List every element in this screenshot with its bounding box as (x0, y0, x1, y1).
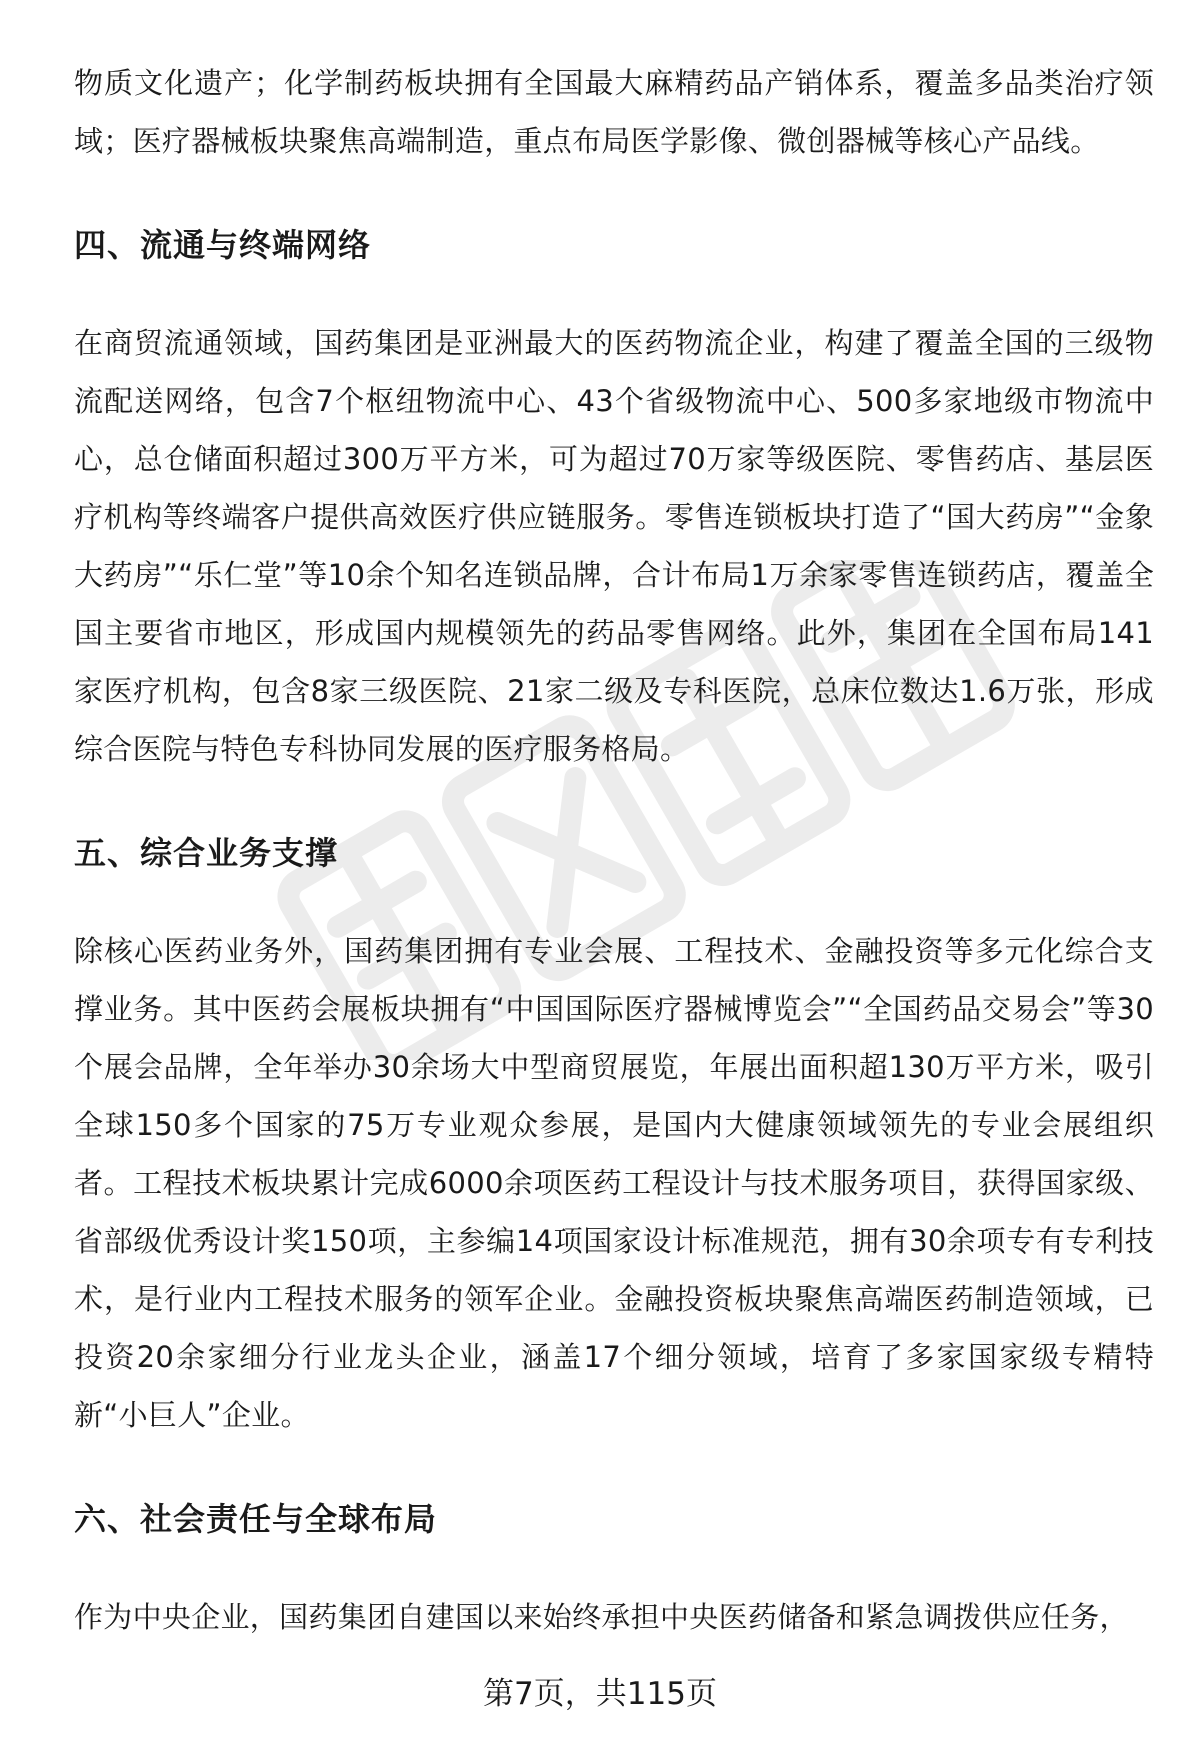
section-heading-responsibility: 六、社会责任与全球布局 (74, 1500, 438, 1538)
section-paragraph-distribution: 在商贸流通领域，国药集团是亚洲最大的医药物流企业，构建了覆盖全国的三级物流配送网络，包含7个枢纽物流中心、43个省级物流中心、500多家地级市物流中心，总仓储面积超过300万平方米，可为超过70万家等级医院、零售药店、基层医疗机构等终端客户提供高效医疗供应链服务。零售连锁板块打造了“国大药房”“金象大药房”“乐仁堂”等10余个知名连锁品牌，合计布局1万余家零售连锁药店，覆盖全国主要省市地区，形成国内规模领先的药品零售网络。此外，集团在全国布局141家医疗机构，包含8家三级医院、21家二级及专科医院，总床位数达1.6万张，形成综合医院与特色专科协同发展的医疗服务格局。 (74, 326, 1154, 766)
section-heading-support: 五、综合业务支撑 (74, 834, 339, 872)
intro-paragraph: 物质文化遗产；化学制药板块拥有全国最大麻精药品产销体系，覆盖多品类治疗领域；医疗器械板块聚焦高端制造，重点布局医学影像、微创器械等核心产品线。 (74, 66, 1154, 158)
section-heading-distribution: 四、流通与终端网络 (74, 226, 372, 264)
document-body (74, 54, 1154, 1646)
section-paragraph-support: 除核心医药业务外，国药集团拥有专业会展、工程技术、金融投资等多元化综合支撑业务。其中医药会展板块拥有“中国国际医疗器械博览会”“全国药品交易会”等30个展会品牌，全年举办30余场大中型商贸展览，年展出面积超130万平方米，吸引全球150多个国家的75万专业观众参展，是国内大健康领域领先的专业会展组织者。工程技术板块累计完成6000余项医药工程设计与技术服务项目，获得国家级、省部级优秀设计奖150项，主参编14项国家设计标准规范，拥有30余项专有专利技术，是行业内工程技术服务的领军企业。金融投资板块聚焦高端医药制造领域，已投资20余家细分行业龙头企业，涵盖17个细分领域，培育了多家国家级专精特新“小巨人”企业。 (74, 934, 1154, 1432)
page-number-footer: 第7页，共115页 (483, 1676, 717, 1712)
section-paragraph-responsibility: 作为中央企业，国药集团自建国以来始终承担中央医药储备和紧急调拨供应任务， (74, 1600, 1129, 1634)
